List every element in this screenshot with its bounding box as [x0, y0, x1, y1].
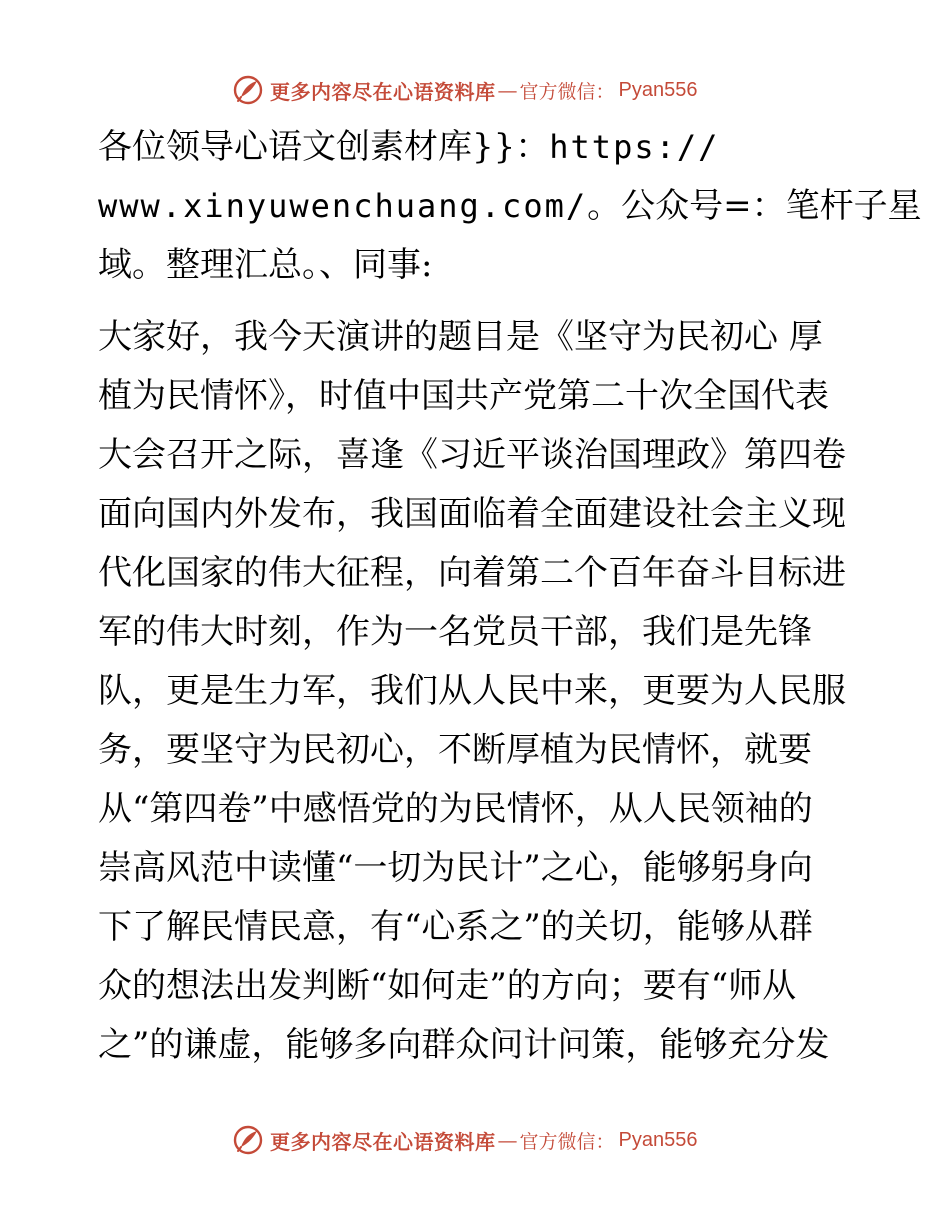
url-domain: www.xinyuwenchuang.com/ — [98, 187, 588, 225]
feather-pen-logo-icon — [232, 1124, 264, 1156]
banner-wechat-id: Pyan556 — [618, 78, 698, 101]
speech-line: 植为民情怀》，时值中国共产党第二十次全国代表 — [98, 376, 829, 416]
speech-line: 大会召开之际，喜逢《习近平谈治国理政》第四卷 — [98, 435, 846, 475]
footer-banner — [0, 1120, 950, 1160]
banner-main-text: 更多内容尽在心语资料库 — [270, 79, 496, 104]
intro-line-1 — [98, 118, 858, 177]
speech-line: 从“第四卷”中感悟党的为民情怀，从人民领袖的 — [98, 789, 813, 829]
speech-line: 下了解民情民意，有“心系之”的关切，能够从群 — [98, 907, 813, 947]
speech-line: 崇高风范中读懂“一切为民计”之心，能够躬身向 — [98, 848, 813, 888]
banner-main-text: 更多内容尽在心语资料库 — [270, 1129, 496, 1154]
speech-line: 面向国内外发布，我国面临着全面建设社会主义现 — [98, 494, 846, 534]
intro-line-3: 域。整理汇总。、同事: — [98, 245, 433, 285]
intro-account-text: 。公众号=：笔杆子星 — [587, 186, 922, 226]
banner-wechat-label: 官方微信： — [519, 1130, 615, 1153]
intro-line-2 — [98, 177, 922, 236]
intro-paragraph — [98, 118, 922, 295]
banner-wechat-label: 官方微信： — [519, 80, 615, 103]
intro-text: 各位领导心语文创素材库}}： — [98, 127, 550, 167]
speech-line: 务，要坚守为民初心，不断厚植为民情怀，就要 — [98, 730, 812, 770]
header-banner — [0, 70, 950, 110]
speech-line: 众的想法出发判断“如何走”的方向；要有“师从 — [98, 966, 797, 1006]
banner-separator: — — [497, 1128, 518, 1152]
speech-paragraph — [98, 308, 858, 1075]
speech-line: 军的伟大时刻，作为一名党员干部，我们是先锋 — [98, 612, 812, 652]
speech-line: 之”的谦虚，能够多向群众问计问策，能够充分发 — [98, 1025, 830, 1065]
speech-line: 代化国家的伟大征程，向着第二个百年奋斗目标进 — [98, 553, 846, 593]
banner-separator: — — [497, 78, 518, 102]
speech-line: 队，更是生力军，我们从人民中来，更要为人民服 — [98, 671, 846, 711]
url-scheme: https:// — [549, 128, 720, 166]
feather-pen-logo-icon — [232, 74, 264, 106]
speech-line: 大家好，我今天演讲的题目是《坚守为民初心 厚 — [98, 317, 823, 357]
banner-wechat-id: Pyan556 — [618, 1128, 698, 1151]
